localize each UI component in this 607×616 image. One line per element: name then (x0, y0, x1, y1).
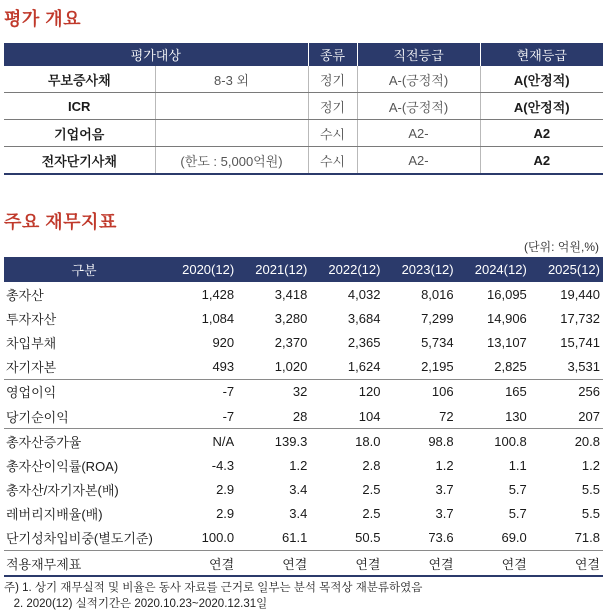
rating-previous: A2- (357, 147, 480, 175)
cell-value: 120 (358, 384, 381, 400)
header-year: 2021(12) (237, 257, 310, 282)
cell-value: 50.5 (310, 526, 383, 551)
cell-value: 연결 (310, 551, 383, 577)
row-label: 적용재무제표 (4, 551, 164, 577)
rating-scope: 8-3 외 (155, 66, 308, 93)
rating-header-row (4, 43, 603, 66)
header-year: 2022(12) (310, 257, 383, 282)
cell-value: -7 (164, 404, 237, 429)
cell-value: 5.5 (581, 506, 600, 522)
cell-value: 5,734 (421, 334, 454, 350)
section-title-key-financials: 주요 재무지표 (4, 212, 117, 232)
cell-value: 8,016 (421, 286, 454, 302)
row-label: 투자자산 (6, 311, 57, 327)
cell-value: 72 (383, 404, 456, 429)
row-label: 자기자본 (4, 355, 164, 380)
unit-note: (단위: 억원,%) (523, 240, 599, 254)
cell-value: 920 (212, 334, 235, 350)
row-label: 영업이익 (6, 385, 57, 401)
header-target: 평가대상 (4, 43, 308, 66)
cell-value: 3.4 (289, 482, 308, 498)
row-label: 총자산증가율 (6, 434, 82, 450)
table-row (4, 379, 603, 404)
footnotes (4, 580, 422, 612)
cell-value: 3.7 (435, 506, 454, 522)
rating-item: 기업어음 (4, 120, 155, 147)
cell-value: 14,906 (487, 310, 527, 326)
cell-value: 1,624 (310, 355, 383, 380)
cell-value: 4,032 (347, 286, 381, 302)
cell-value: -4.3 (211, 457, 235, 473)
section-title-rating-overview: 평가 개요 (4, 9, 82, 29)
header-year: 2023(12) (383, 257, 456, 282)
cell-value: 130 (457, 404, 530, 429)
cell-value: 100.0 (164, 526, 237, 551)
cell-value: -7 (222, 384, 235, 400)
cell-value: 2,370 (274, 334, 308, 350)
cell-value: 493 (164, 355, 237, 380)
cell-value: 16,095 (487, 286, 527, 302)
table-row (4, 526, 603, 551)
rating-kind: 수시 (308, 147, 357, 175)
cell-value: 1,428 (201, 286, 235, 302)
cell-value: 7,299 (421, 310, 454, 326)
rating-previous: A-(긍정적) (357, 93, 480, 120)
rating-row (4, 147, 603, 175)
financials-header-row (4, 257, 603, 282)
cell-value: 연결 (237, 551, 310, 577)
row-label: 레버리지배율(배) (6, 507, 103, 523)
rating-current: A2 (480, 120, 603, 147)
cell-value: 69.0 (457, 526, 530, 551)
rating-kind: 정기 (308, 93, 357, 120)
rating-scope (155, 120, 308, 147)
rating-current: A2 (480, 147, 603, 175)
header-current-rating: 현재등급 (480, 43, 603, 66)
header-previous-rating: 직전등급 (357, 43, 480, 66)
table-row (4, 282, 603, 306)
rating-item: 전자단기사채 (4, 147, 155, 175)
rating-kind: 정기 (308, 66, 357, 93)
cell-value: 3,531 (530, 355, 603, 380)
cell-value: 3.4 (289, 506, 308, 522)
row-label: 당기순이익 (4, 404, 164, 429)
rating-kind: 수시 (308, 120, 357, 147)
key-financials-table (4, 257, 603, 577)
cell-value: 연결 (457, 551, 530, 577)
rating-row (4, 93, 603, 120)
rating-previous: A2- (357, 120, 480, 147)
cell-value: 106 (431, 384, 454, 400)
row-label: 총자산이익률(ROA) (6, 458, 119, 474)
row-label: 총자산/자기자본(배) (6, 483, 119, 499)
rating-overview-table (4, 43, 603, 175)
table-row (4, 478, 603, 502)
cell-value: 17,732 (560, 310, 600, 326)
table-row (4, 306, 603, 330)
cell-value: 20.8 (574, 433, 600, 449)
cell-value: 19,440 (560, 286, 600, 302)
table-row (4, 404, 603, 429)
cell-value: 1.2 (289, 457, 308, 473)
rating-row (4, 120, 603, 147)
cell-value: 1.2 (581, 457, 600, 473)
rating-scope (155, 93, 308, 120)
cell-value: 5.7 (508, 506, 527, 522)
rating-item: ICR (4, 93, 155, 120)
cell-value: 1,084 (201, 310, 235, 326)
cell-value: 104 (310, 404, 383, 429)
cell-value: 256 (578, 384, 600, 400)
cell-value: 139.3 (274, 433, 308, 449)
cell-value: N/A (212, 433, 235, 449)
table-row (4, 355, 603, 380)
header-year: 2025(12) (530, 257, 603, 282)
cell-value: 2,365 (347, 334, 381, 350)
cell-value: 13,107 (487, 334, 527, 350)
cell-value: 98.8 (428, 433, 454, 449)
cell-value: 207 (530, 404, 603, 429)
cell-value: 15,741 (560, 334, 600, 350)
cell-value: 100.8 (494, 433, 527, 449)
cell-value: 1,020 (237, 355, 310, 380)
rating-row (4, 66, 603, 93)
cell-value: 5.5 (581, 482, 600, 498)
cell-value: 연결 (530, 551, 603, 577)
cell-value: 18.0 (355, 433, 381, 449)
header-category: 구분 (4, 257, 164, 282)
cell-value: 연결 (164, 551, 237, 577)
financials-body (4, 282, 603, 576)
cell-value: 3.7 (435, 482, 454, 498)
cell-value: 1.1 (508, 457, 527, 473)
cell-value: 연결 (383, 551, 456, 577)
table-row (4, 551, 603, 577)
rating-current: A(안정적) (480, 93, 603, 120)
cell-value: 28 (237, 404, 310, 429)
rating-current: A(안정적) (480, 66, 603, 93)
footnote: 2. 2020(12) 실적기간은 2020.10.23~2020.12.31일 (4, 598, 268, 610)
row-label: 단기성차입비중(별도기준) (4, 526, 164, 551)
row-label: 총자산 (6, 287, 44, 303)
table-row (4, 429, 603, 454)
cell-value: 3,280 (274, 310, 308, 326)
table-row (4, 453, 603, 477)
cell-value: 2.5 (362, 482, 381, 498)
cell-value: 2.9 (216, 482, 235, 498)
footnote: 주) 1. 상기 재무실적 및 비율은 동사 자료를 근거로 일부는 분석 목적상 재분류하였음 (4, 582, 423, 594)
table-row (4, 502, 603, 526)
cell-value: 3,684 (347, 310, 381, 326)
cell-value: 165 (505, 384, 527, 400)
header-type: 종류 (308, 43, 357, 66)
rating-scope: (한도 : 5,000억원) (155, 147, 308, 175)
cell-value: 2.9 (216, 506, 235, 522)
cell-value: 2.8 (362, 457, 381, 473)
cell-value: 2,195 (383, 355, 456, 380)
cell-value: 2.5 (362, 506, 381, 522)
cell-value: 32 (292, 384, 308, 400)
cell-value: 2,825 (457, 355, 530, 380)
cell-value: 73.6 (383, 526, 456, 551)
table-row (4, 330, 603, 354)
rating-item: 무보증사채 (4, 66, 155, 93)
cell-value: 1.2 (435, 457, 454, 473)
header-year: 2024(12) (457, 257, 530, 282)
rating-previous: A-(긍정적) (357, 66, 480, 93)
cell-value: 3,418 (274, 286, 308, 302)
row-label: 차입부채 (6, 335, 57, 351)
cell-value: 71.8 (530, 526, 603, 551)
cell-value: 5.7 (508, 482, 527, 498)
header-year: 2020(12) (164, 257, 237, 282)
cell-value: 61.1 (237, 526, 310, 551)
